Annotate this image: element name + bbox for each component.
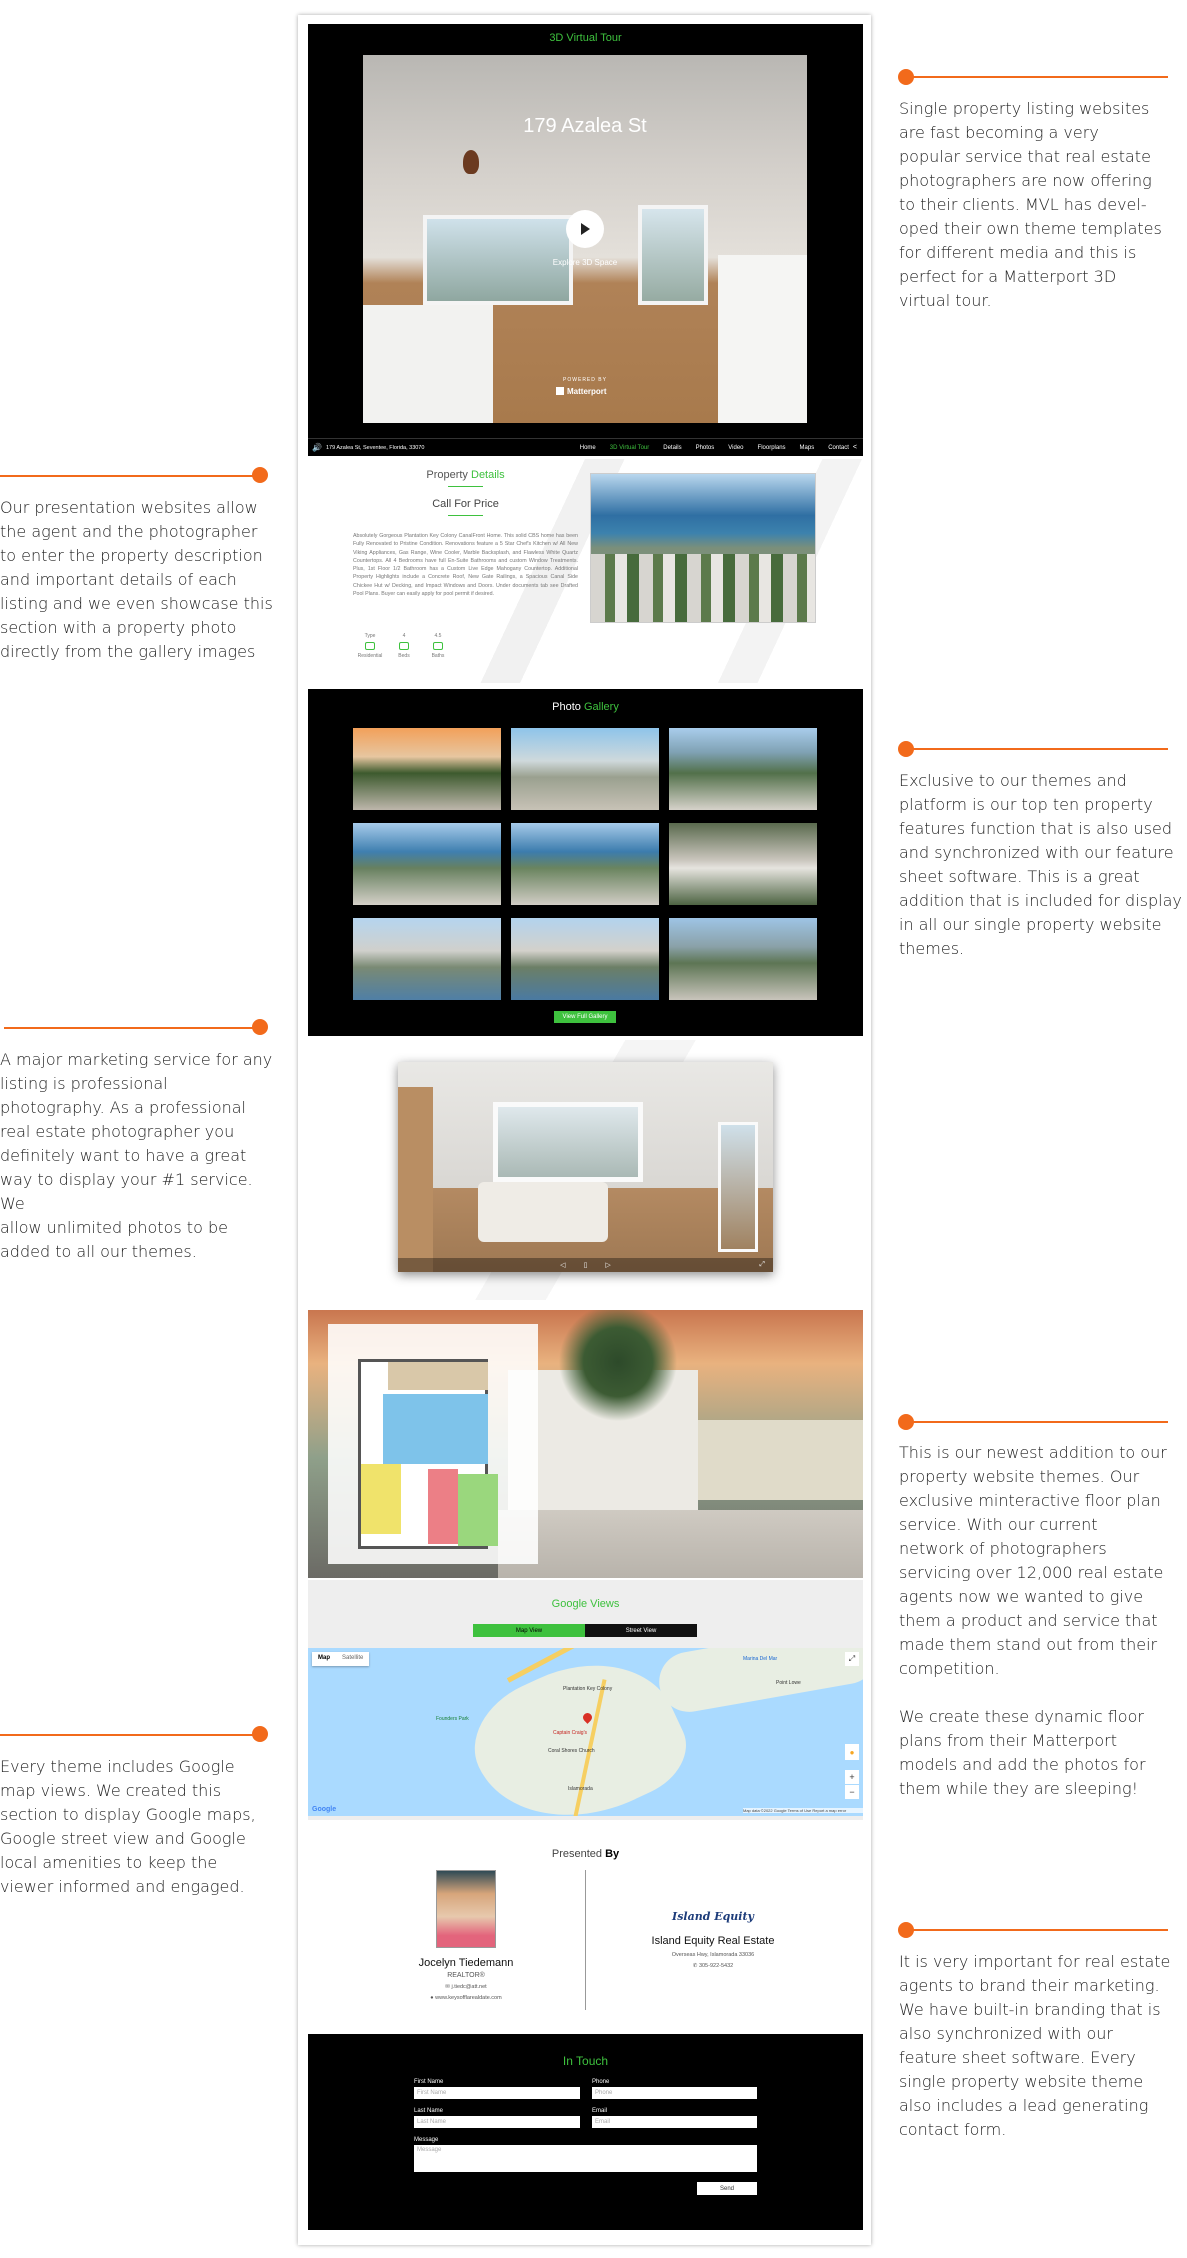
details-heading [308,469,623,481]
door-glass [638,205,708,305]
bullet-dot [252,1726,268,1742]
note-line: virtual tour. [899,291,992,310]
note-line: added to all our themes. [0,1242,197,1261]
gallery-thumbnail[interactable] [511,823,659,905]
video-sofa [478,1182,608,1242]
agent-site-row[interactable] [366,1995,566,2001]
gallery-thumbnail[interactable] [669,728,817,810]
details-section [308,459,863,683]
note-line: them while they are sleeping! [899,1779,1138,1798]
note-line: Exclusive to our themes and [899,771,1127,790]
gallery-thumbnail[interactable] [669,823,817,905]
note-photography [0,1048,280,1264]
bullet-line [906,1421,1168,1423]
powered-by: POWERED BY [563,377,607,383]
virtual-tour-section [308,24,863,456]
stat-value: 4 [402,633,406,639]
note-line: A major marketing service for any [0,1050,273,1069]
google-map[interactable] [308,1648,863,1816]
note-line: way to display your #1 service. We [0,1170,253,1213]
mail-icon: ✉ [445,1984,450,1990]
site-navbar [308,438,863,456]
note-line: also includes a lead generating [899,2096,1149,2115]
email-input[interactable]: Email [592,2116,757,2128]
note-line: platform is our top ten property [899,795,1153,814]
speaker-icon[interactable]: 🔊 [312,443,322,452]
view-gallery-button[interactable]: View Full Gallery [554,1011,616,1023]
nav-item-maps[interactable]: Maps [799,444,815,451]
map-type-satellite[interactable]: Satellite [342,1655,364,1661]
note-line: allow unlimited photos to be [0,1218,228,1237]
map-place-6: Founders Park [436,1716,469,1722]
note-line: sheet software. This is a great [899,867,1140,886]
gallery-thumbnail[interactable] [353,918,501,1000]
note-line: service. With our current [899,1515,1098,1534]
note-line: network of photographers [899,1539,1107,1558]
map-place-1: Plantation Key Colony [563,1686,613,1692]
first-name-label: First Name [414,2079,444,2085]
room-green [458,1474,498,1546]
note-maps [0,1755,280,1899]
photo-roofs [591,554,816,623]
details-photo [590,473,816,623]
note-virtual-tour [899,97,1187,313]
stat-value: Type [364,633,376,639]
company-name: Island Equity Real Estate [651,1935,775,1947]
agent-name: Jocelyn Tiedemann [418,1957,514,1969]
video-right-door [718,1122,758,1252]
note-line: perfect for a Matterport 3D [899,267,1117,286]
kitchen-island [363,305,493,423]
map-place-5: Marina Del Mar [743,1656,778,1662]
room-tan [388,1362,488,1390]
pendant-light [463,150,479,174]
tour-address-title: 179 Azalea St [523,115,647,137]
room-yellow [361,1464,401,1534]
note-line: contact form. [899,2120,1007,2139]
note-line: the agent and the photographer [0,522,258,541]
note-line: Google street view and Google [0,1829,246,1848]
agent-site: www.keysofflarealdate.com [435,1995,502,2001]
video-controls[interactable] [398,1258,773,1272]
nav-item-home[interactable]: Home [579,444,596,451]
tab-street-view[interactable]: Street View [585,1624,697,1637]
note-line: feature sheet software. Every [899,2048,1136,2067]
tour-heading: 3D Virtual Tour [549,32,622,44]
bullet-line [0,1734,258,1736]
property-description: Absolutely Gorgeous Plantation Key Colony CanalFront Home. This solid CBS home has been Fully Renovated to Pristine Condition. Renovations feature a 5 Star Chef's Kitchen w/ All New Viking Appliances, Gas Range, Wine Cooler, Marble Backsplash, and Flawless White Quartz Countertops. All 4 Bedrooms have full En-Suite Bathrooms and custom Window Treatments. Plus, 1st Floor 1/2 Bathroom has a Custom Live Edge Mahogany Countertop. Additional Property Highlights include a Concrete Roof, New Gate Railings, a Spacious Canal Side Chickee Hut w/ Decking, and Impact Windows and Doors. Under documents tab see Drafted Pool Plans. Buyer can easily apply for pool permit if desired. [353,533,578,598]
map-footer: Map data ©2022 Google Terms of Use Report a map error [743,1808,863,1813]
next-icon[interactable]: ▷ [605,1262,611,1269]
house-garage [698,1420,863,1500]
gallery-section [308,689,863,1036]
note-line [899,1681,1187,1705]
note-line: exclusive minteractive floor plan [899,1491,1161,1510]
note-line: popular service that real estate [899,147,1151,166]
note-line: single property website theme [899,2072,1144,2091]
bullet-line [4,1027,258,1029]
note-line: competition. [899,1659,1000,1678]
presented-heading-a: Presented [551,1848,603,1860]
company-logo: Island Equity [672,1910,754,1923]
first-name-input[interactable]: First Name [414,2087,580,2099]
video-window [493,1102,643,1182]
price-label: Call For Price [432,498,499,510]
map-place-7: Islamorada [568,1786,593,1792]
map-fullscreen-icon[interactable]: ⤢ [845,1652,859,1666]
google-logo: Google [312,1806,337,1813]
company-phone: 305-922-5432 [698,1963,734,1969]
note-line: in all our single property website [899,915,1162,934]
note-floorplan [899,1441,1187,1801]
matterport-logo [556,385,616,397]
explore-label: Explore 3D Space [552,258,618,267]
nav-item-contact[interactable]: Contact [828,444,849,451]
bullet-dot [252,1019,268,1035]
message-textarea[interactable]: Message [414,2145,757,2172]
presented-section [308,1830,863,2030]
note-line: Our presentation websites allow [0,498,258,517]
gallery-thumbnail[interactable] [669,918,817,1000]
map-place-2: Captain Craig's [553,1730,588,1736]
note-line: and important details of each [0,570,237,589]
stat-value: 4.5 [434,633,442,639]
phone-label: Phone [592,2079,610,2085]
details-heading-b: Details [471,469,505,481]
video-player[interactable] [398,1062,773,1272]
gallery-thumbnail[interactable] [353,728,501,810]
gallery-thumbnail[interactable] [511,728,659,810]
property-stats [353,633,493,673]
driveway [498,1510,863,1578]
stat-label: Beds [398,653,410,659]
price-divider [448,515,483,516]
bullet-dot [252,467,268,483]
room-pink [428,1469,458,1544]
stat-item [421,633,455,659]
maps-section [308,1580,863,1820]
agent-title: REALTOR® [447,1972,485,1979]
play-icon [578,222,592,236]
bullet-line [906,76,1168,78]
note-line: agents now we wanted to give [899,1587,1144,1606]
note-line: definitely want to have a great [0,1146,247,1165]
note-line: local amenities to keep the [0,1853,218,1872]
note-line: also synchronized with our [899,2024,1113,2043]
prev-icon[interactable]: ◁ [560,1262,566,1269]
matterport-brand: Matterport [567,386,607,396]
email-label: Email [592,2108,608,2114]
note-line: plans from their Matterport [899,1731,1118,1750]
floorplan-card[interactable] [328,1324,538,1564]
agent-photo [436,1870,496,1948]
note-line: photography. As a professional [0,1098,246,1117]
globe-icon: ● [430,1995,434,2001]
map-place-3: Coral Shores Church [548,1748,595,1754]
gallery-thumbnail[interactable] [353,823,501,905]
maps-heading: Google Views [551,1598,620,1610]
note-line: listing and we even showcase this [0,594,273,613]
note-line: to their clients. MVL has devel- [899,195,1147,214]
bath-icon [433,642,443,650]
heading-divider [448,486,483,487]
note-line: are fast becoming a very [899,123,1099,142]
play-button[interactable] [566,210,604,248]
note-line: viewer informed and engaged. [0,1877,245,1896]
stat-item [387,633,421,659]
presented-heading-b: By [605,1848,620,1860]
map-type-map[interactable]: Map [318,1655,330,1661]
fullscreen-icon[interactable]: ⤢ [759,1261,765,1268]
note-line: features function that is also used [899,819,1173,838]
note-line: Every theme includes Google [0,1757,235,1776]
contact-section [308,2034,863,2230]
nav-item-photos[interactable]: Photos [695,444,715,451]
room-blue [383,1394,488,1464]
floorplan-section [308,1310,863,1578]
stat-label: Residential [357,653,383,659]
note-line: listing is professional [0,1074,168,1093]
gallery-heading-b: Gallery [583,701,619,713]
tab-map-view[interactable]: Map View [473,1624,585,1637]
bullet-line [906,1929,1168,1931]
note-details [0,496,280,664]
note-line: oped their own theme templates [899,219,1162,238]
cabinets [718,255,807,423]
nav-item-3d-virtual-tour[interactable]: 3D Virtual Tour [609,444,650,451]
matterport-viewer[interactable] [363,55,807,423]
note-branding [899,1950,1187,2142]
note-line: We create these dynamic floor [899,1707,1144,1726]
zoom-out-button[interactable]: − [845,1785,859,1799]
gallery-heading [308,701,863,713]
company-address: Overseas Hwy, Islamorada 33036 [671,1952,755,1958]
note-line: models and add the photos for [899,1755,1146,1774]
last-name-input[interactable]: Last Name [414,2116,580,2128]
map-type-control [312,1652,369,1666]
note-line: and synchronized with our feature [899,843,1174,862]
phone-input[interactable]: Phone [592,2087,757,2099]
presented-divider [585,1870,586,2010]
nav-item-video[interactable]: Video [728,444,744,451]
contact-heading: In Touch [562,2054,609,2068]
pegman-icon[interactable]: ● [845,1744,859,1760]
note-line: map views. We created this [0,1781,222,1800]
gallery-thumbnail[interactable] [511,918,659,1000]
note-line: to enter the property description [0,546,263,565]
note-line: section with a property photo [0,618,237,637]
note-line: photographers are now offering [899,171,1152,190]
nav-item-details[interactable]: Details [663,444,682,451]
note-line: property website themes. Our [899,1467,1140,1486]
note-line: real estate photographer you [0,1122,235,1141]
note-features [899,769,1187,961]
bullet-line [906,748,1168,750]
zoom-in-button[interactable]: + [845,1770,859,1784]
navbar-address: 179 Azalea St, Seventee, Florida, 33070 [325,444,425,451]
share-icon[interactable]: < [852,444,857,451]
agent-email: j.tiedc@att.net [451,1984,487,1990]
note-line: agents to brand their marketing. [899,1976,1160,1995]
message-label: Message [414,2137,439,2143]
note-line: It is very important for real estate [899,1952,1171,1971]
note-line: addition that is included for display [899,891,1182,910]
stat-item [353,633,387,659]
last-name-label: Last Name [414,2108,444,2114]
send-button[interactable]: Send [697,2182,757,2195]
palm-tree [558,1310,678,1440]
note-line: made them stand out from their [899,1635,1158,1654]
map-place-4: Point Lowe [776,1680,801,1686]
note-line: section to display Google maps, [0,1805,256,1824]
note-line: directly from the gallery images [0,642,256,661]
note-line: for different media and this is [899,243,1137,262]
nav-item-floorplans[interactable]: Floorplans [757,444,786,451]
agent-email-row[interactable] [366,1984,566,1990]
note-line: themes. [899,939,965,958]
video-door [398,1087,433,1272]
phone-icon: ✆ [692,1963,698,1969]
note-line: Single property listing websites [899,99,1150,118]
matterport-logo-icon [556,387,564,395]
note-line: servicing over 12,000 real estate [899,1563,1164,1582]
bullet-line [0,475,258,477]
presented-heading [308,1848,863,1860]
note-line: This is our newest addition to our [899,1443,1167,1462]
note-line: We have built-in branding that is [899,2000,1161,2019]
stat-label: Baths [431,653,445,659]
navbar-items [566,445,853,451]
pause-icon[interactable]: ▯ [583,1262,588,1269]
details-heading-a: Property [426,469,468,481]
home-icon [365,642,375,650]
video-section [308,1040,863,1300]
gallery-heading-a: Photo [552,701,581,713]
note-line: them a product and service that [899,1611,1158,1630]
company-phone-row[interactable] [608,1963,818,1969]
bed-icon [399,642,409,650]
